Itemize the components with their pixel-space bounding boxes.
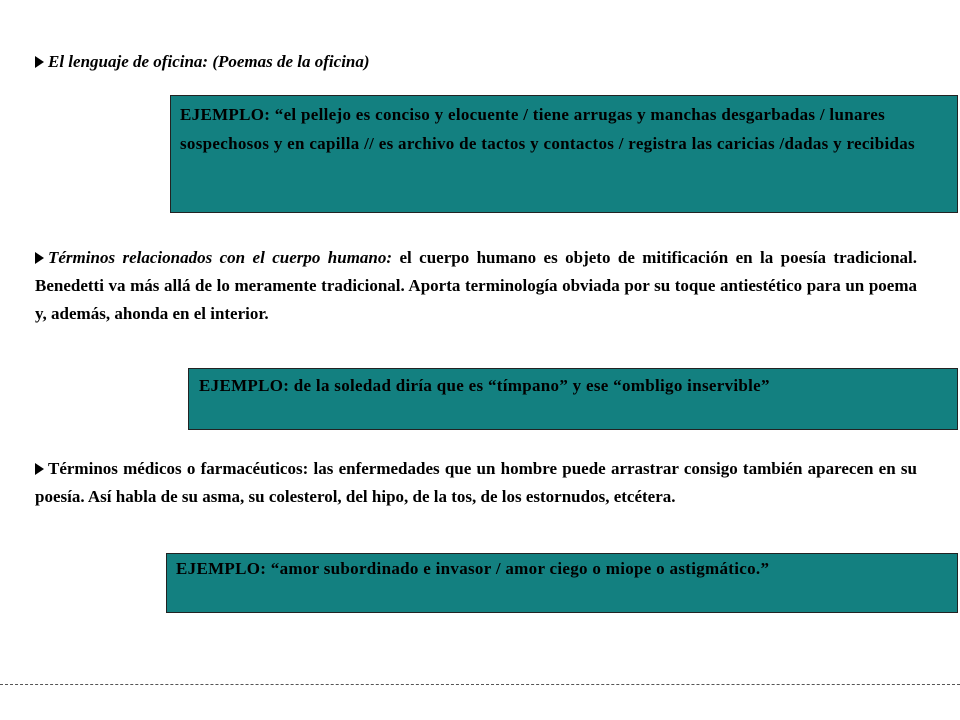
section-body: el cuerpo humano es objeto de mitificación en la poesía tradicional. Benedetti va más allá de lo meramente tradicional. Aporta terminología obviada por su toque antiestético para un poema y, además, ahonda en el interior.: [35, 248, 917, 323]
section-heading: Términos relacionados con el cuerpo humano:: [48, 248, 393, 267]
arrow-bullet-icon: [35, 463, 44, 475]
section-heading: Términos médicos o farmacéuticos:: [48, 459, 309, 478]
section-terminos-medicos: [35, 455, 917, 511]
example-text: EJEMPLO: “amor subordinado e invasor / amor ciego o miope o astigmático.”: [176, 559, 770, 578]
section-heading: El lenguaje de oficina: (Poemas de la oficina): [48, 52, 370, 71]
section-oficina: [35, 48, 515, 76]
section-body: las enfermedades que un hombre puede arrastrar consigo también aparecen en su poesía. Así habla de su asma, su colesterol, del hipo, de la tos, de los estornudos, etcétera.: [35, 459, 917, 506]
section-cuerpo-humano: [35, 244, 917, 328]
example-text: EJEMPLO: “el pellejo es conciso y elocuente / tiene arrugas y manchas desgarbadas / lunares sospechosos y en capilla // es archivo de tactos y contactos / registra las caricias /dadas y recibidas: [180, 105, 915, 153]
arrow-bullet-icon: [35, 56, 44, 68]
dashed-divider: [0, 684, 960, 685]
example-text: EJEMPLO: de la soledad diría que es “tímpano” y ese “ombligo inservible”: [199, 376, 770, 395]
arrow-bullet-icon: [35, 252, 44, 264]
example-box: [188, 368, 958, 430]
example-box: [166, 553, 958, 613]
example-box: [170, 95, 958, 213]
